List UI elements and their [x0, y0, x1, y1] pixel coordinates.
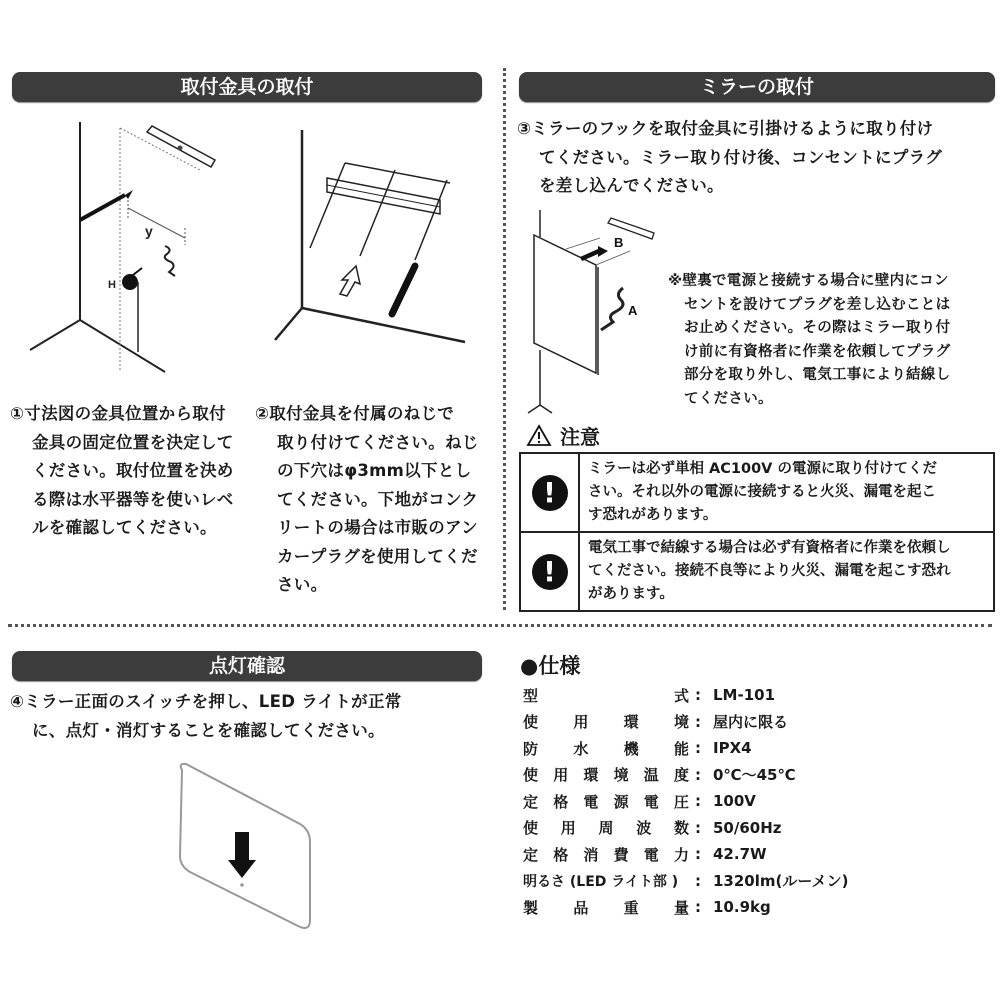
- spec-row-frequency: 使 用 周 波 数 : 50/60Hz: [523, 818, 782, 838]
- caution-row: [520, 532, 994, 611]
- horizontal-divider: [8, 624, 992, 627]
- step1-line: ルを確認してください。: [32, 518, 217, 537]
- spec-row-temperature: 使 用 環 境 温 度 : 0℃～45℃: [523, 765, 796, 785]
- step3-line: てください。ミラー取り付け後、コンセントにプラグ: [539, 147, 943, 167]
- spec-row-waterproof: 防 水 機 能 : IPX4: [523, 739, 752, 758]
- spec-value: LM-101: [713, 686, 776, 705]
- caution-line: す恐れがあります。: [588, 507, 718, 523]
- step1-instructions: [10, 400, 234, 543]
- diagram-label-a: A: [628, 303, 638, 318]
- spec-row-weight: 製 品 重 量 : 10.9kg: [523, 898, 771, 917]
- step2-instructions: [255, 400, 479, 600]
- mirror-hang-diagram: [518, 205, 668, 415]
- section-header-light-check: 点灯確認: [12, 651, 482, 681]
- wall-wiring-note: [668, 270, 950, 411]
- warning-triangle-icon: [526, 424, 552, 447]
- caution-line: 電気工事で結線する場合は必ず有資格者に作業を依頼し: [588, 540, 951, 556]
- spec-title: ●仕様: [520, 654, 581, 678]
- step1-line: ください。取付位置を決め: [32, 461, 234, 480]
- spec-value: 50/60Hz: [713, 818, 782, 837]
- step2-line: てください。下地がコンク: [277, 489, 479, 509]
- spec-row-environment: 使 用 環 境 : 屋内に限る: [523, 712, 789, 732]
- section-header-bracket-install: 取付金具の取付: [12, 72, 482, 102]
- step3-instructions: [517, 115, 942, 201]
- caution-line: てください。接続不良等により火災、漏電を起こす恐れ: [588, 563, 951, 579]
- caution-heading: [526, 421, 600, 450]
- spec-list: [523, 682, 848, 921]
- spec-row-power: 定 格 消 費 電 力 : 42.7W: [523, 845, 767, 864]
- bracket-position-diagram: [20, 110, 240, 400]
- caution-row: [520, 453, 994, 532]
- step2-line: リートの場合は市販のアン: [277, 518, 478, 537]
- step3-line: を差し込んでください。: [539, 176, 724, 195]
- bracket-screw-diagram: [265, 118, 485, 358]
- diagram-label-b: B: [614, 235, 624, 250]
- spec-value: 屋内に限る: [713, 713, 789, 732]
- spec-value: 10.9kg: [713, 898, 771, 917]
- spec-row-model: 型 式 : LM-101: [523, 686, 776, 705]
- step4-instructions: [10, 688, 402, 745]
- caution-line: さい。それ以外の電源に接続すると火災、漏電を起こ: [588, 484, 936, 500]
- step2-line: ②取付金具を付属のねじで: [255, 404, 455, 423]
- note-line: け前に有資格者に作業を依頼してプラグ: [684, 343, 951, 360]
- step1-line: る際は水平器等を使いレベ: [32, 489, 234, 509]
- step2-line: 取り付けてください。ねじ: [277, 432, 479, 452]
- spec-row-brightness: 明るさ (LED ライト部 ) : 1320lm(ルーメン): [523, 871, 849, 891]
- section-header-mirror-install: ミラーの取付: [519, 72, 995, 102]
- step2-line: の下穴はφ3mm以下とし: [277, 461, 472, 480]
- step1-line: ①寸法図の金具位置から取付: [10, 404, 226, 423]
- step1-line: 金具の固定位置を決定して: [32, 432, 234, 452]
- spec-value: 1320lm(ルーメン): [713, 872, 849, 891]
- dimension-h-label: H: [108, 279, 116, 291]
- caution-title: 注意: [560, 425, 600, 449]
- spec-value: 100V: [713, 792, 756, 811]
- mirror-switch-diagram: [170, 760, 320, 940]
- step2-line: さい。: [277, 575, 328, 594]
- vertical-divider: [503, 68, 506, 610]
- caution-table: [519, 452, 995, 612]
- exclamation-circle-icon: !: [532, 554, 568, 590]
- dimension-y-label: y: [145, 223, 153, 239]
- step4-line: ④ミラー正面のスイッチを押し、LED ライトが正常: [10, 692, 402, 711]
- step4-line: に、点灯・消灯することを確認してください。: [32, 720, 385, 740]
- step3-line: ③ミラーのフックを取付金具に引掛けるように取り付け: [517, 119, 934, 138]
- note-line: お止めください。その際はミラー取り付: [684, 320, 951, 336]
- caution-line: があります。: [588, 586, 674, 602]
- spec-value: 42.7W: [713, 845, 767, 864]
- note-line: てください。: [684, 390, 773, 407]
- caution-line: ミラーは必ず単相 AC100V の電源に取り付けてくだ: [588, 461, 937, 477]
- spec-row-voltage: 定 格 電 源 電 圧 : 100V: [523, 792, 756, 811]
- note-line: ※壁裏で電源と接続する場合に壁内にコン: [668, 273, 949, 289]
- spec-value: 0℃～45℃: [713, 766, 796, 785]
- exclamation-circle-icon: !: [532, 475, 568, 511]
- note-line: セントを設けてプラグを差し込むことは: [684, 296, 951, 313]
- spec-value: IPX4: [713, 739, 752, 758]
- step2-line: カープラグを使用してくだ: [277, 546, 478, 566]
- note-line: 部分を取り外し、電気工事により結線し: [684, 367, 951, 383]
